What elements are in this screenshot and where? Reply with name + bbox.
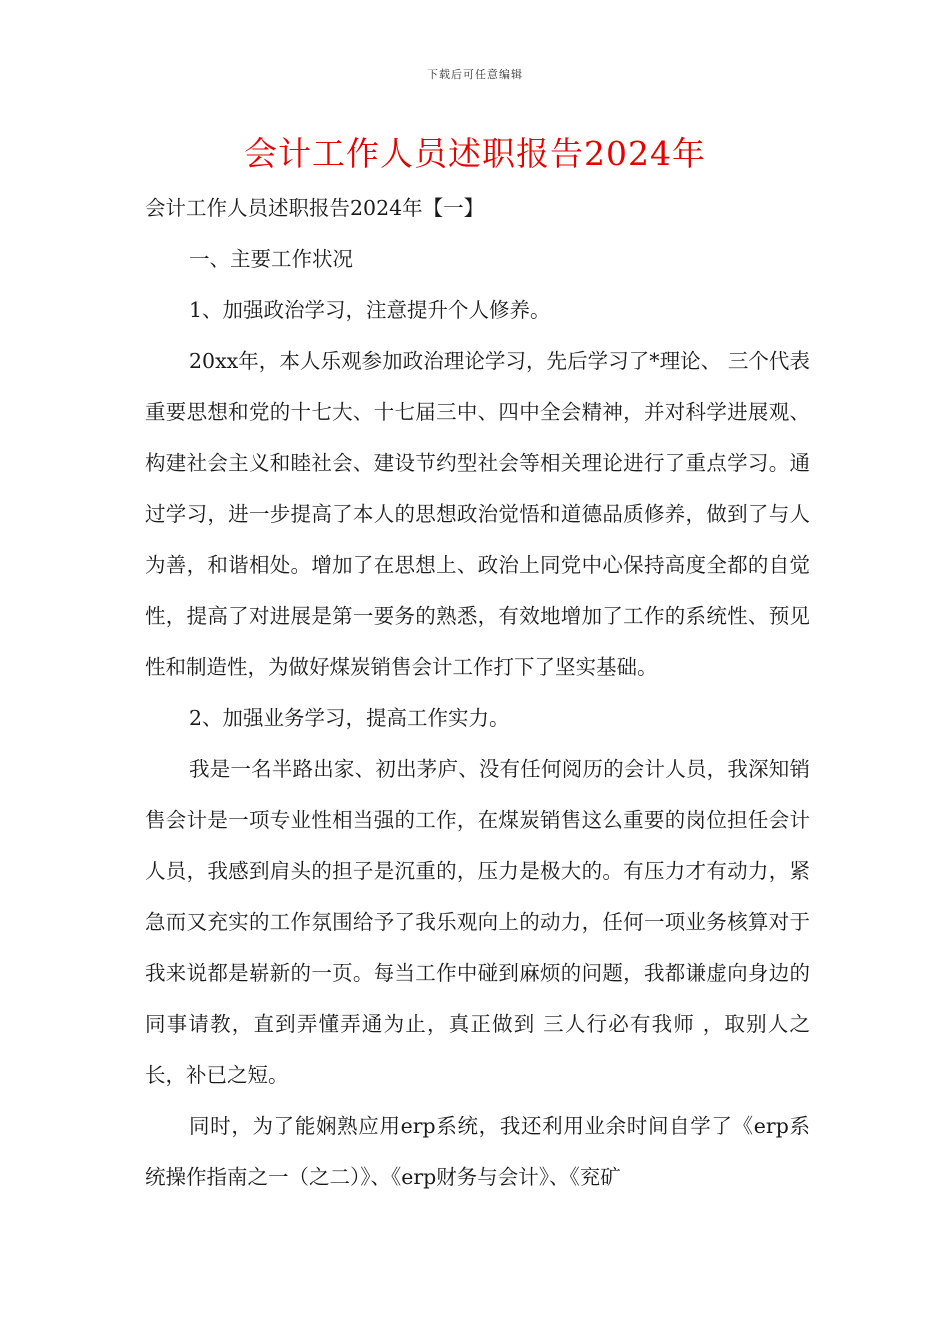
item-heading: 2、加强业务学习，提高工作实力。 — [189, 706, 510, 730]
paragraph: 同时，为了能娴熟应用erp系统，我还利用业余时间自学了《erp系统操作指南之一（之二）》、《erp财务与会计》、《兖矿 — [145, 1114, 810, 1189]
section-heading: 一、主要工作状况 — [189, 247, 353, 271]
item-heading: 1、加强政治学习，注意提升个人修养。 — [189, 298, 551, 322]
paragraph: 20xx年，本人乐观参加政治理论学习，先后学习了*理论、 三个代表 重要思想和党的十七大、十七届三中、四中全会精神，并对科学进展观、构建社会主义和睦社会、建设节约型社会等相关理论进行了重点学习。通过学习，进一步提高了本人的思想政治觉悟和道德品质修养，做到了与人为善，和谐相处。增加了在思想上、政治上同党中心保持高度全都的自觉性，提高了对进展是第一要务的熟悉，有效地增加了工作的系统性、预见性和制造性，为做好煤炭销售会计工作打下了坚实基础。 — [145, 349, 810, 679]
document-body — [145, 183, 810, 1203]
document-title: 会计工作人员述职报告2024年 — [244, 134, 706, 173]
paragraph: 我是一名半路出家、初出茅庐、没有任何阅历的会计人员，我深知销售会计是一项专业性相当强的工作，在煤炭销售这么重要的岗位担任会计人员，我感到肩头的担子是沉重的，压力是极大的。有压力才有动力，紧急而又充实的工作氛围给予了我乐观向上的动力，任何一项业务核算对于我来说都是崭新的一页。每当工作中碰到麻烦的问题，我都谦虚向身边的同事请教，直到弄懂弄通为止，真正做到 三人行必有我师 ，取别人之长，补已之短。 — [145, 757, 810, 1087]
page-header: 下载后可任意编辑 — [427, 68, 523, 81]
report-subtitle: 会计工作人员述职报告2024年【一】 — [145, 196, 485, 220]
